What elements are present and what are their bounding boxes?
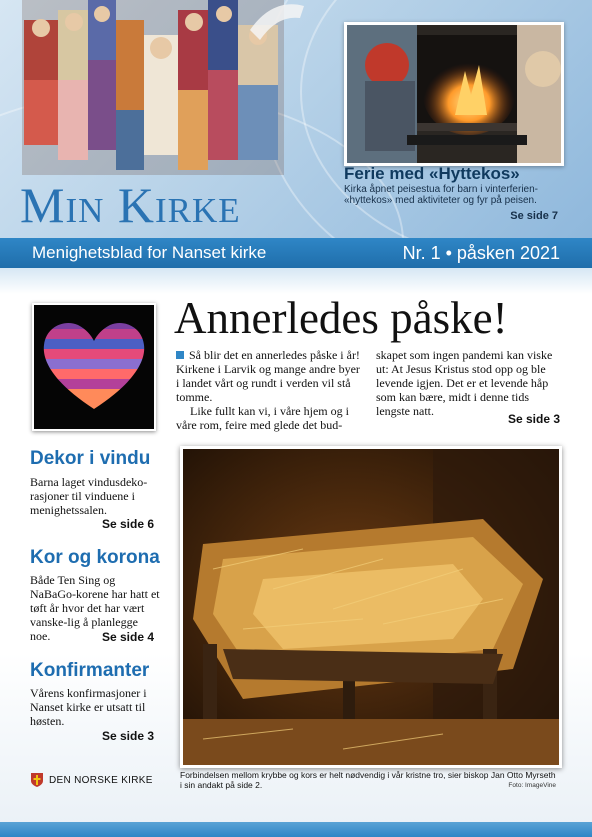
photo-caption: Forbindelsen mellom krybbe og kors er helt nødvendig i vår kristne tro, sier biskop Jan Otto Myrseth i sin andakt på side 2. bbox=[180, 770, 556, 790]
feature-text: Kirka åpnet peisestua for barn i vinterferien- «hyttekos» med aktiviteter og fyr på peisen. bbox=[344, 184, 538, 206]
sidebar-text-dekor bbox=[30, 475, 160, 517]
bullet-square-icon bbox=[176, 351, 184, 359]
church-cross-icon bbox=[30, 772, 44, 788]
sidebar-ref-kor: Se side 4 bbox=[101, 630, 154, 644]
tapestry-image bbox=[14, 0, 314, 190]
article-column-2 bbox=[376, 348, 562, 418]
issue-number: Nr. 1 • påsken 2021 bbox=[402, 242, 560, 263]
photo-credit: Foto: ImageVine bbox=[508, 782, 556, 789]
subtitle-bar bbox=[0, 238, 592, 268]
heart-icon bbox=[34, 305, 154, 429]
church-logo bbox=[30, 772, 153, 788]
church-logo-text: DEN NORSKE KIRKE bbox=[49, 774, 153, 786]
feature-page-ref: Se side 7 bbox=[510, 210, 558, 222]
sidebar-text-konfirmanter bbox=[30, 686, 160, 728]
masthead-title: Min Kirke bbox=[20, 177, 241, 233]
footer-bar bbox=[0, 822, 592, 837]
heart-artwork bbox=[32, 303, 156, 431]
manger-illustration bbox=[183, 449, 559, 765]
article-paragraph-1-text: Så blir det en annerledes påske i år! Kirkene i Larvik og mange andre byer i landet vårt og rundt i verden vil stå tomme. bbox=[176, 348, 360, 404]
bar-shadow-band bbox=[0, 268, 592, 294]
article-paragraph-2: Like fullt kan vi, i våre hjem og i våre rom, feire med glede det bud- bbox=[176, 404, 349, 432]
article-paragraph-3: skapet som ingen pandemi kan viske ut: At Jesus Kristus stod opp og ble levende igjen. Det er et levende håp som kan bære, midt i denne tids lengste natt. bbox=[376, 348, 553, 418]
fireplace-photo bbox=[344, 22, 564, 166]
manger-photo bbox=[180, 446, 562, 768]
fireplace-illustration bbox=[347, 25, 561, 163]
publication-name: Menighetsblad for Nanset kirke bbox=[32, 243, 267, 262]
sidebar-text-dekor-body: Barna laget vindusdeko-rasjoner til vinduene i menighetssalen. bbox=[30, 475, 148, 517]
sidebar-ref-dekor: Se side 6 bbox=[101, 517, 154, 531]
feature-title: Ferie med «Hyttekos» bbox=[344, 164, 520, 183]
sidebar-text-kor-body: Både Ten Sing og NaBaGo-korene har hatt et tøft år hvor det har vært vanske-lig å planlegge noe. bbox=[30, 573, 160, 643]
sidebar-text-konfirmanter-body: Vårens konfirmasjoner i Nanset kirke er utsatt til høsten. bbox=[30, 686, 147, 728]
sidebar-ref-konfirmanter: Se side 3 bbox=[101, 729, 154, 743]
article-paragraph-1 bbox=[176, 348, 366, 404]
main-headline: Annerledes påske! bbox=[174, 293, 508, 343]
sidebar-title-konfirmanter: Konfirmanter bbox=[30, 660, 150, 681]
sidebar-title-kor: Kor og korona bbox=[30, 547, 160, 568]
sidebar-title-dekor: Dekor i vindu bbox=[30, 448, 151, 469]
main-page-ref: Se side 3 bbox=[507, 412, 560, 426]
article-column-1 bbox=[176, 348, 366, 432]
